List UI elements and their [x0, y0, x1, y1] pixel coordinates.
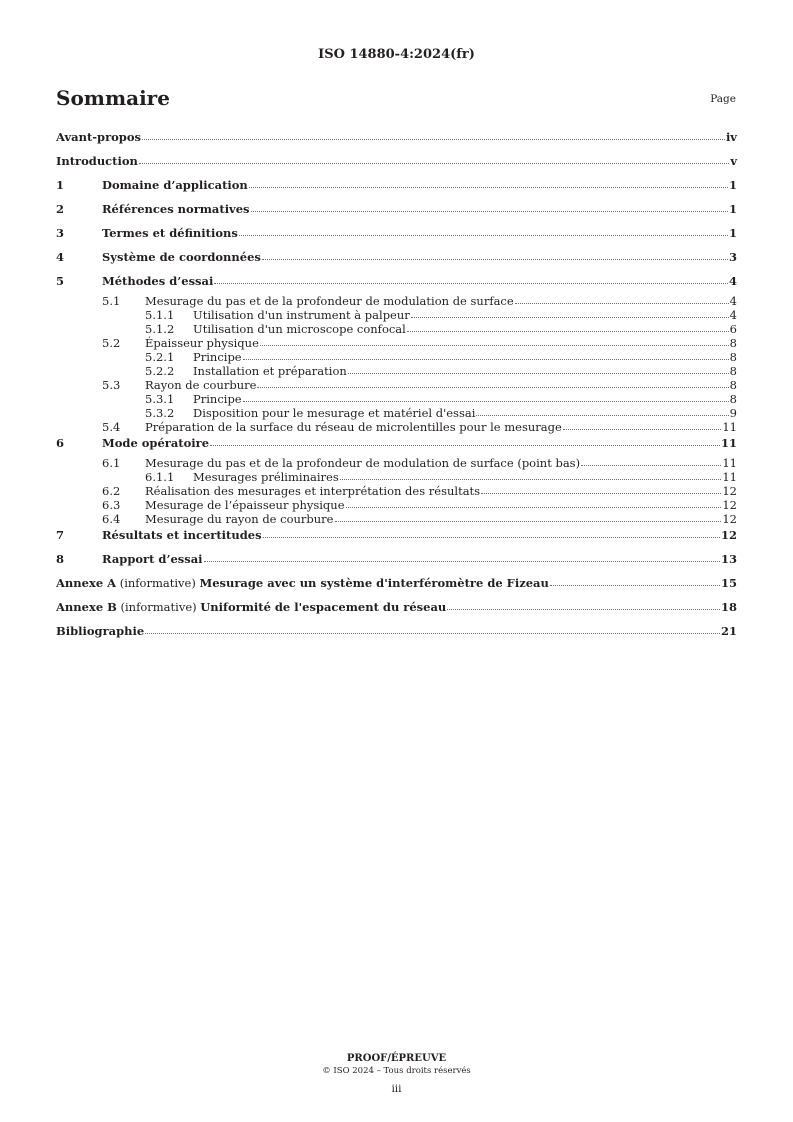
toc-leader-dots	[243, 401, 729, 402]
toc-entry-title: Principe	[193, 350, 242, 364]
toc-entry[interactable]	[56, 576, 737, 600]
toc-entry-title: Mesurage du pas et de la profondeur de modulation de surface (point bas)	[145, 456, 581, 470]
toc-entry-title: Utilisation d'un microscope confocal	[193, 322, 406, 336]
toc-entry[interactable]	[56, 498, 737, 512]
toc-entry-number: 5.4	[102, 420, 121, 434]
toc-leader-dots	[407, 331, 729, 332]
toc-entry-title: Utilisation d'un instrument à palpeur	[193, 308, 410, 322]
toc-entry[interactable]	[56, 528, 737, 552]
toc-entry-title: Bibliographie	[56, 624, 145, 638]
toc-entry[interactable]	[56, 294, 737, 308]
toc-entry-page: 6	[729, 322, 737, 336]
toc-entry-title: Résultats et incertitudes	[102, 528, 262, 542]
toc-entry[interactable]	[56, 378, 737, 392]
toc-entry-number: 5.2	[102, 336, 121, 350]
toc-entry[interactable]	[56, 456, 737, 470]
toc-entry-number: 6.2	[102, 484, 121, 498]
toc-annex-qualifier: (informative)	[116, 576, 200, 590]
toc-leader-dots	[263, 537, 720, 538]
toc-leader-dots	[411, 317, 729, 318]
toc-entry-title: Termes et définitions	[102, 226, 238, 240]
table-of-contents	[56, 130, 737, 648]
proof-label: PROOF/ÉPREUVE	[346, 1053, 447, 1064]
toc-entry[interactable]	[56, 420, 737, 434]
toc-entry-number: 3	[56, 226, 65, 240]
toc-entry-title: Références normatives	[102, 202, 250, 216]
toc-leader-dots	[210, 445, 720, 446]
toc-leader-dots	[249, 187, 728, 188]
toc-entry-title: Uniformité de l'espacement du réseau	[200, 600, 447, 614]
toc-entry-number: 8	[56, 552, 65, 566]
toc-entry-page: 8	[729, 378, 737, 392]
toc-entry-page: 11	[722, 470, 737, 484]
toc-entry-page: 8	[729, 392, 737, 406]
toc-annex-number: Annexe A	[56, 576, 117, 590]
toc-entry-page: 15	[720, 576, 737, 590]
toc-entry-page: 3	[728, 250, 737, 264]
toc-leader-dots	[348, 373, 729, 374]
toc-entry-number: 6.1.1	[145, 470, 175, 484]
toc-entry-page: 11	[722, 420, 737, 434]
toc-entry[interactable]	[56, 484, 737, 498]
toc-entry-page: 11	[722, 456, 737, 470]
toc-entry-title: Système de coordonnées	[102, 250, 261, 264]
toc-leader-dots	[204, 561, 720, 562]
toc-leader-dots	[260, 345, 729, 346]
toc-leader-dots	[447, 609, 720, 610]
toc-leader-dots	[262, 259, 728, 260]
toc-entry[interactable]	[56, 364, 737, 378]
toc-entry-number: 5.1	[102, 294, 121, 308]
toc-entry-page: 4	[728, 274, 737, 288]
toc-entry-page: 13	[720, 552, 737, 566]
toc-leader-dots	[563, 429, 722, 430]
toc-entry-title: Mesurage avec un système d'interféromètre de Fizeau	[199, 576, 549, 590]
toc-entry-title: Méthodes d’essai	[102, 274, 214, 288]
toc-leader-dots	[251, 211, 728, 212]
toc-entry-page: 12	[722, 498, 737, 512]
toc-entry-title: Principe	[193, 392, 242, 406]
toc-entry-title: Mesurage du pas et de la profondeur de modulation de surface	[145, 294, 514, 308]
toc-entry-number: 5.2.2	[145, 364, 175, 378]
toc-leader-dots	[139, 163, 729, 164]
toc-entry-title: Mesurage du rayon de courbure	[145, 512, 334, 526]
toc-entry[interactable]	[56, 130, 737, 154]
toc-entry-title: Réalisation des mesurages et interprétation des résultats	[145, 484, 481, 498]
toc-entry-page: 21	[720, 624, 737, 638]
toc-entry[interactable]	[56, 406, 737, 420]
toc-leader-dots	[335, 521, 722, 522]
toc-leader-dots	[346, 507, 722, 508]
toc-leader-dots	[214, 283, 728, 284]
toc-leader-dots	[243, 359, 729, 360]
toc-entry-page: 18	[720, 600, 737, 614]
toc-entry-number: 6.4	[102, 512, 121, 526]
toc-entry[interactable]	[56, 322, 737, 336]
toc-leader-dots	[550, 585, 720, 586]
toc-entry-number: 5.3.2	[145, 406, 175, 420]
toc-entry-number: 2	[56, 202, 65, 216]
toc-entry-page: 4	[729, 294, 737, 308]
copyright-notice: © ISO 2024 – Tous droits réservés	[322, 1066, 471, 1076]
toc-entry-title: Mesurages préliminaires	[193, 470, 339, 484]
toc-entry-title: Disposition pour le mesurage et matériel d'essai	[193, 406, 476, 420]
toc-leader-dots	[142, 139, 725, 140]
toc-entry[interactable]	[56, 308, 737, 322]
toc-entry-number: 7	[56, 528, 65, 542]
toc-entry-number: 5.2.1	[145, 350, 175, 364]
toc-entry-page: 8	[729, 336, 737, 350]
toc-entry-number: 5.1.1	[145, 308, 175, 322]
toc-annex-qualifier: (informative)	[116, 600, 201, 614]
toc-entry-title: Épaisseur physique	[145, 336, 259, 350]
toc-leader-dots	[515, 303, 729, 304]
toc-leader-dots	[239, 235, 728, 236]
toc-annex-number: Annexe B	[56, 600, 117, 614]
page-column-label: Page	[710, 93, 736, 105]
toc-entry-page: 4	[729, 308, 737, 322]
toc-entry-page: v	[730, 154, 737, 168]
toc-entry-title: Mesurage de l’épaisseur physique	[145, 498, 345, 512]
toc-entry[interactable]	[56, 226, 737, 250]
toc-entry[interactable]	[56, 178, 737, 202]
toc-entry-number: 5.1.2	[145, 322, 175, 336]
toc-entry-number: 5.3	[102, 378, 121, 392]
toc-entry-title: Introduction	[56, 154, 138, 168]
toc-entry[interactable]	[56, 624, 737, 648]
toc-leader-dots	[340, 479, 722, 480]
toc-entry-title: Rayon de courbure	[145, 378, 257, 392]
document-header: ISO 14880-4:2024(fr)	[318, 47, 475, 62]
toc-entry[interactable]	[56, 202, 737, 226]
toc-entry-page: 8	[729, 350, 737, 364]
toc-entry-title: Avant-propos	[56, 130, 141, 144]
toc-entry-number: 6.3	[102, 498, 121, 512]
toc-entry-number: 1	[56, 178, 65, 192]
toc-title: Sommaire	[56, 86, 170, 110]
toc-entry-page: iv	[725, 130, 737, 144]
toc-entry-page: 12	[722, 484, 737, 498]
toc-entry-page: 8	[729, 364, 737, 378]
toc-entry-title: Installation et préparation	[193, 364, 347, 378]
toc-entry-page: 12	[722, 512, 737, 526]
toc-entry[interactable]	[56, 392, 737, 406]
toc-entry-number: 6.1	[102, 456, 121, 470]
toc-entry-page: 12	[720, 528, 737, 542]
toc-entry-number: 5	[56, 274, 65, 288]
toc-entry-title: Préparation de la surface du réseau de microlentilles pour le mesurage	[145, 420, 562, 434]
toc-leader-dots	[581, 465, 721, 466]
toc-entry-number: 4	[56, 250, 65, 264]
toc-entry-number: 6	[56, 436, 65, 450]
toc-leader-dots	[476, 415, 728, 416]
toc-entry-page: 11	[720, 436, 737, 450]
toc-entry-title: Mode opératoire	[102, 436, 210, 450]
toc-leader-dots	[145, 633, 720, 634]
toc-entry[interactable]	[56, 512, 737, 526]
toc-entry[interactable]	[56, 350, 737, 364]
toc-entry[interactable]	[56, 250, 737, 274]
toc-entry-page: 1	[728, 226, 737, 240]
toc-entry-title: Domaine d’application	[102, 178, 248, 192]
toc-entry-title: Rapport d’essai	[102, 552, 203, 566]
toc-entry[interactable]	[56, 600, 737, 624]
toc-entry[interactable]	[56, 552, 737, 576]
page-number: iii	[391, 1083, 402, 1095]
toc-leader-dots	[257, 387, 728, 388]
toc-entry[interactable]	[56, 154, 737, 178]
toc-entry-number: 5.3.1	[145, 392, 175, 406]
toc-entry-page: 9	[729, 406, 737, 420]
toc-entry-page: 1	[728, 202, 737, 216]
toc-leader-dots	[481, 493, 721, 494]
toc-entry-page: 1	[728, 178, 737, 192]
toc-entry[interactable]	[56, 336, 737, 350]
toc-entry[interactable]	[56, 470, 737, 484]
